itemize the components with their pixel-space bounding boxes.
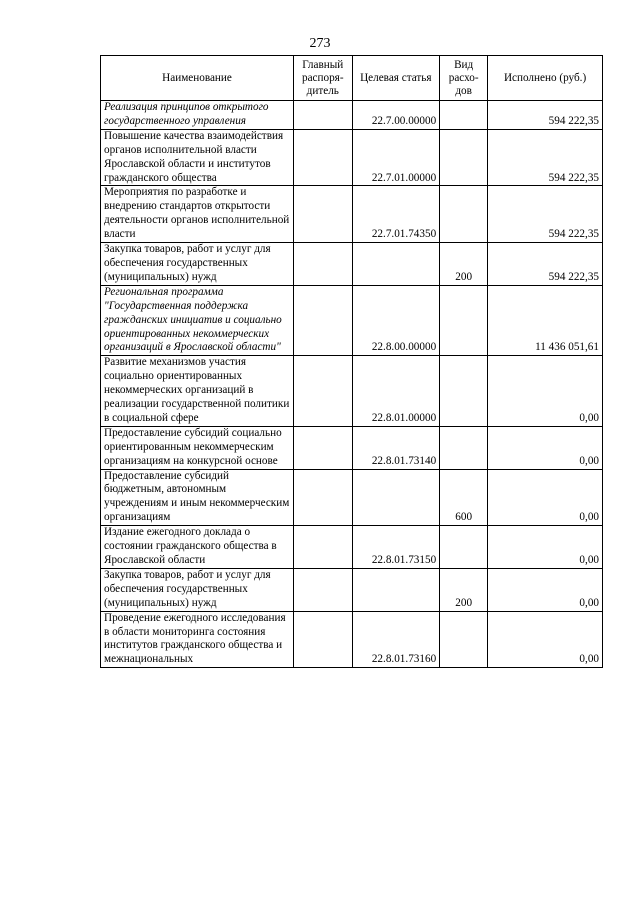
row-chief-manager-cell <box>294 129 352 186</box>
row-target-article-cell: 22.7.01.00000 <box>352 129 440 186</box>
row-target-article-cell: 22.8.00.00000 <box>352 285 440 356</box>
row-chief-manager-cell <box>294 285 352 356</box>
row-executed-amount-cell: 0,00 <box>488 568 603 611</box>
row-expense-kind-cell <box>440 356 488 427</box>
row-name-cell: Предоставление субсидий социально ориентированным некоммерческим организациям на конкурсной основе <box>101 426 294 469</box>
row-chief-manager-cell <box>294 243 352 286</box>
header-chief-manager: Главный распоря-дитель <box>294 56 352 101</box>
page-number: 273 <box>309 36 331 51</box>
row-target-article-cell: 22.8.01.00000 <box>352 356 440 427</box>
row-expense-kind-cell <box>440 129 488 186</box>
row-executed-amount-cell: 0,00 <box>488 611 603 668</box>
row-name-cell: Проведение ежегодного исследования в области мониторинга состояния институтов гражданского общества и межнациональных <box>101 611 294 668</box>
row-target-article-cell: 22.7.00.00000 <box>352 101 440 130</box>
row-executed-amount-cell: 0,00 <box>488 426 603 469</box>
row-expense-kind-cell <box>440 611 488 668</box>
row-expense-kind-cell <box>440 101 488 130</box>
row-expense-kind-cell <box>440 426 488 469</box>
table-row <box>101 129 603 186</box>
row-chief-manager-cell <box>294 101 352 130</box>
table-row <box>101 243 603 286</box>
row-name-cell: Закупка товаров, работ и услуг для обеспечения государственных (муниципальных) нужд <box>101 243 294 286</box>
row-executed-amount-cell: 11 436 051,61 <box>488 285 603 356</box>
row-chief-manager-cell <box>294 611 352 668</box>
table-row <box>101 526 603 569</box>
table-body <box>101 101 603 668</box>
table-row <box>101 101 603 130</box>
table-row <box>101 186 603 243</box>
row-chief-manager-cell <box>294 186 352 243</box>
table-header-row <box>101 56 603 101</box>
row-expense-kind-cell <box>440 285 488 356</box>
row-target-article-cell: 22.8.01.73150 <box>352 526 440 569</box>
row-name-cell: Региональная программа "Государственная поддержка гражданских инициатив и социально ориентированных некоммерческих организаций в Ярославской области" <box>101 285 294 356</box>
header-executed-amount: Исполнено (руб.) <box>488 56 603 101</box>
row-target-article-cell: 22.7.01.74350 <box>352 186 440 243</box>
table-row <box>101 285 603 356</box>
row-chief-manager-cell <box>294 426 352 469</box>
header-name: Наименование <box>101 56 294 101</box>
row-name-cell: Закупка товаров, работ и услуг для обеспечения государственных (муниципальных) нужд <box>101 568 294 611</box>
row-executed-amount-cell: 594 222,35 <box>488 243 603 286</box>
header-expense-kind: Вид расхо-дов <box>440 56 488 101</box>
row-name-cell: Развитие механизмов участия социально ориентированных некоммерческих организаций в реализации государственной политики в социальной сфере <box>101 356 294 427</box>
table-row <box>101 568 603 611</box>
table-row <box>101 611 603 668</box>
row-target-article-cell <box>352 568 440 611</box>
row-executed-amount-cell: 594 222,35 <box>488 186 603 243</box>
row-executed-amount-cell: 594 222,35 <box>488 101 603 130</box>
row-chief-manager-cell <box>294 526 352 569</box>
row-executed-amount-cell: 0,00 <box>488 356 603 427</box>
table-row <box>101 426 603 469</box>
row-name-cell: Мероприятия по разработке и внедрению стандартов открытости деятельности органов исполнительной власти <box>101 186 294 243</box>
row-target-article-cell: 22.8.01.73140 <box>352 426 440 469</box>
row-expense-kind-cell <box>440 186 488 243</box>
table-row <box>101 469 603 526</box>
row-executed-amount-cell: 0,00 <box>488 526 603 569</box>
row-executed-amount-cell: 0,00 <box>488 469 603 526</box>
row-expense-kind-cell: 200 <box>440 568 488 611</box>
row-name-cell: Издание ежегодного доклада о состоянии гражданского общества в Ярославской области <box>101 526 294 569</box>
header-target-article: Целевая статья <box>352 56 440 101</box>
row-name-cell: Реализация принципов открытого государственного управления <box>101 101 294 130</box>
row-expense-kind-cell: 600 <box>440 469 488 526</box>
row-name-cell: Повышение качества взаимодействия органов исполнительной власти Ярославской области и институтов гражданского общества <box>101 129 294 186</box>
row-chief-manager-cell <box>294 568 352 611</box>
row-target-article-cell: 22.8.01.73160 <box>352 611 440 668</box>
budget-table <box>100 55 603 668</box>
table-row <box>101 356 603 427</box>
row-expense-kind-cell <box>440 526 488 569</box>
row-name-cell: Предоставление субсидий бюджетным, автономным учреждениям и иным некоммерческим организациям <box>101 469 294 526</box>
row-executed-amount-cell: 594 222,35 <box>488 129 603 186</box>
row-expense-kind-cell: 200 <box>440 243 488 286</box>
row-target-article-cell <box>352 469 440 526</box>
row-chief-manager-cell <box>294 356 352 427</box>
row-chief-manager-cell <box>294 469 352 526</box>
row-target-article-cell <box>352 243 440 286</box>
